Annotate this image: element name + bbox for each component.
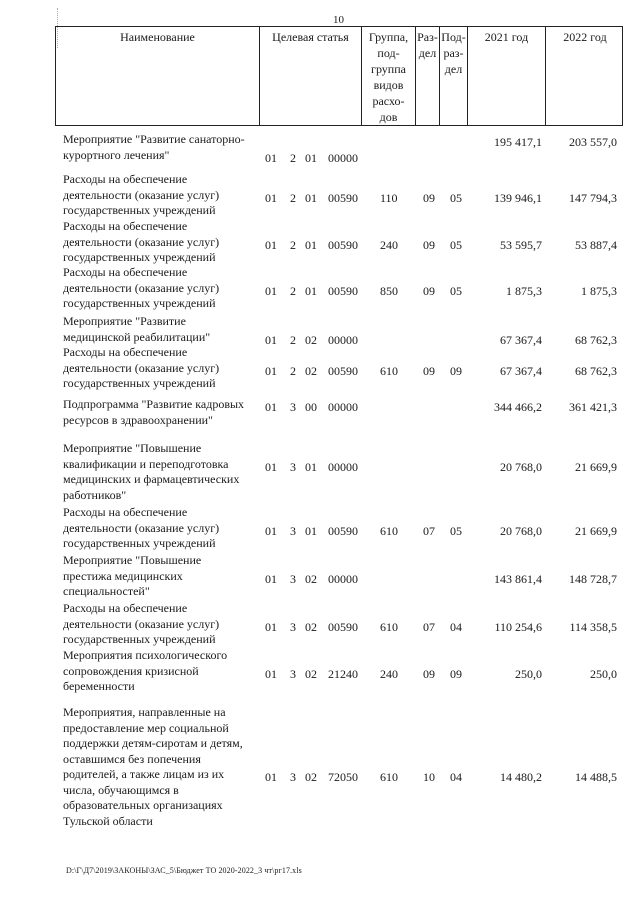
row-grp: 610	[380, 619, 398, 634]
row-c2: 2	[290, 332, 296, 347]
row-c4: 00590	[328, 190, 358, 205]
row-grp: 240	[380, 666, 398, 681]
row-amount-2022: 21 669,9	[575, 459, 617, 474]
row-c1: 01	[265, 571, 277, 586]
row-razd: 09	[423, 237, 435, 252]
row-c3: 02	[305, 619, 317, 634]
row-grp: 610	[380, 523, 398, 538]
row-grp: 240	[380, 237, 398, 252]
row-c3: 02	[305, 666, 317, 681]
row-podr: 05	[450, 190, 462, 205]
row-c3: 01	[305, 459, 317, 474]
row-amount-2022: 1 875,3	[581, 283, 617, 298]
row-grp: 610	[380, 770, 398, 784]
row-c4: 00000	[328, 332, 358, 347]
row-c2: 2	[290, 237, 296, 252]
row-c4: 00590	[328, 237, 358, 252]
row-c3: 01	[305, 237, 317, 252]
row-c1: 01	[265, 523, 277, 538]
row-c2: 2	[290, 283, 296, 298]
row-podr: 05	[450, 523, 462, 538]
row-c3: 01	[305, 150, 317, 165]
row-grp: 850	[380, 283, 398, 298]
row-c2: 3	[290, 571, 296, 586]
file-path-footer: D:\Г\Д7\2019\ЗАКОНЫ\ЗАС_5\Бюджет ТО 2020-2022_3 чт\рг17.xls	[66, 866, 302, 875]
row-c1: 01	[265, 400, 277, 414]
row-name: Расходы на обеспечение деятельности (оказание услуг) государственных учреждений	[63, 345, 220, 390]
page-number: 10	[333, 14, 344, 26]
row-razd: 09	[423, 363, 435, 378]
row-c4: 00000	[328, 400, 358, 414]
row-amount-2021: 20 768,0	[500, 523, 542, 538]
row-razd: 10	[423, 770, 435, 784]
row-amount-2022: 53 887,4	[575, 237, 617, 252]
row-c1: 01	[265, 190, 277, 205]
row-amount-2021: 53 595,7	[500, 237, 542, 252]
row-c1: 01	[265, 666, 277, 681]
row-c4: 72050	[328, 770, 358, 784]
row-c1: 01	[265, 283, 277, 298]
row-razd: 09	[423, 190, 435, 205]
header-target: Целевая статья	[259, 27, 361, 125]
row-c4: 00000	[328, 571, 358, 586]
row-name: Мероприятие "Повышение престижа медицинских специальностей"	[63, 553, 202, 598]
row-amount-2021: 250,0	[515, 666, 542, 681]
row-name: Мероприятия, направленные на предоставление мер социальной поддержки детям-сиротам и детям, оставшимся без попечения родителей, а также лицам из их числа, обучающимся в образовательных организациях Тульской области	[63, 705, 243, 828]
row-amount-2022: 203 557,0	[569, 135, 617, 149]
row-name: Расходы на обеспечение деятельности (оказание услуг) государственных учреждений	[63, 505, 220, 550]
row-c3: 01	[305, 283, 317, 298]
header-section: Раз- дел	[415, 27, 439, 125]
row-c4: 21240	[328, 666, 358, 681]
row-name: Мероприятие "Развитие санаторно- курортного лечения"	[63, 132, 245, 162]
row-c4: 00590	[328, 363, 358, 378]
row-c2: 2	[290, 150, 296, 165]
row-name: Расходы на обеспечение деятельности (оказание услуг) государственных учреждений	[63, 601, 220, 646]
row-amount-2021: 20 768,0	[500, 459, 542, 474]
row-amount-2022: 14 488,5	[575, 770, 617, 784]
row-c2: 2	[290, 190, 296, 205]
row-c1: 01	[265, 619, 277, 634]
row-name: Мероприятие "Развитие медицинской реабилитации"	[63, 314, 211, 344]
header-subsection: Под- раз- дел	[439, 27, 467, 125]
row-amount-2021: 14 480,2	[500, 770, 542, 784]
row-podr: 05	[450, 283, 462, 298]
row-name: Расходы на обеспечение деятельности (оказание услуг) государственных учреждений	[63, 265, 220, 310]
row-amount-2022: 114 358,5	[569, 619, 617, 634]
row-amount-2021: 143 861,4	[494, 571, 542, 586]
row-razd: 07	[423, 523, 435, 538]
row-c3: 02	[305, 363, 317, 378]
row-c2: 3	[290, 400, 296, 414]
row-amount-2022: 147 794,3	[569, 190, 617, 205]
row-c3: 01	[305, 523, 317, 538]
row-c4: 00000	[328, 459, 358, 474]
row-c1: 01	[265, 237, 277, 252]
row-amount-2021: 67 367,4	[500, 332, 542, 347]
row-amount-2022: 21 669,9	[575, 523, 617, 538]
row-c3: 02	[305, 770, 317, 784]
row-c3: 02	[305, 332, 317, 347]
row-podr: 05	[450, 237, 462, 252]
row-c3: 01	[305, 190, 317, 205]
row-c2: 3	[290, 770, 296, 784]
row-podr: 04	[450, 619, 462, 634]
row-c2: 2	[290, 363, 296, 378]
row-c4: 00590	[328, 523, 358, 538]
row-amount-2021: 195 417,1	[494, 135, 542, 149]
row-c3: 02	[305, 571, 317, 586]
row-razd: 07	[423, 619, 435, 634]
header-year-2022: 2022 год	[545, 27, 624, 125]
row-name: Подпрограмма "Развитие кадровых ресурсов в здравоохранении"	[63, 397, 245, 427]
row-c4: 00000	[328, 150, 358, 165]
row-c1: 01	[265, 459, 277, 474]
row-name: Расходы на обеспечение деятельности (оказание услуг) государственных учреждений	[63, 219, 220, 264]
row-name: Мероприятие "Повышение квалификации и переподготовка медицинских и фармацевтических работников"	[63, 441, 240, 502]
row-c2: 3	[290, 523, 296, 538]
row-c1: 01	[265, 770, 277, 784]
row-c1: 01	[265, 150, 277, 165]
table-header	[55, 26, 623, 126]
row-name: Расходы на обеспечение деятельности (оказание услуг) государственных учреждений	[63, 172, 220, 217]
row-podr: 09	[450, 666, 462, 681]
row-amount-2021: 344 466,2	[494, 400, 542, 414]
header-group: Группа, под- группа видов расхо- дов	[361, 27, 415, 125]
row-podr: 04	[450, 770, 462, 784]
row-razd: 09	[423, 283, 435, 298]
row-amount-2021: 110 254,6	[494, 619, 542, 634]
row-amount-2021: 139 946,1	[494, 190, 542, 205]
header-name: Наименование	[120, 30, 195, 44]
row-c2: 3	[290, 666, 296, 681]
row-amount-2021: 1 875,3	[506, 283, 542, 298]
row-c4: 00590	[328, 619, 358, 634]
row-amount-2022: 68 762,3	[575, 363, 617, 378]
row-c2: 3	[290, 619, 296, 634]
row-amount-2022: 250,0	[590, 666, 617, 681]
row-razd: 09	[423, 666, 435, 681]
row-c4: 00590	[328, 283, 358, 298]
row-grp: 610	[380, 363, 398, 378]
row-c1: 01	[265, 332, 277, 347]
row-amount-2021: 67 367,4	[500, 363, 542, 378]
row-amount-2022: 68 762,3	[575, 332, 617, 347]
header-year-2021: 2021 год	[467, 27, 545, 125]
row-amount-2022: 148 728,7	[569, 571, 617, 586]
row-amount-2022: 361 421,3	[569, 400, 617, 414]
row-podr: 09	[450, 363, 462, 378]
row-name: Мероприятия психологического сопровождения кризисной беременности	[63, 648, 228, 693]
row-c2: 3	[290, 459, 296, 474]
row-c3: 00	[305, 400, 317, 414]
row-grp: 110	[380, 190, 398, 205]
row-c1: 01	[265, 363, 277, 378]
